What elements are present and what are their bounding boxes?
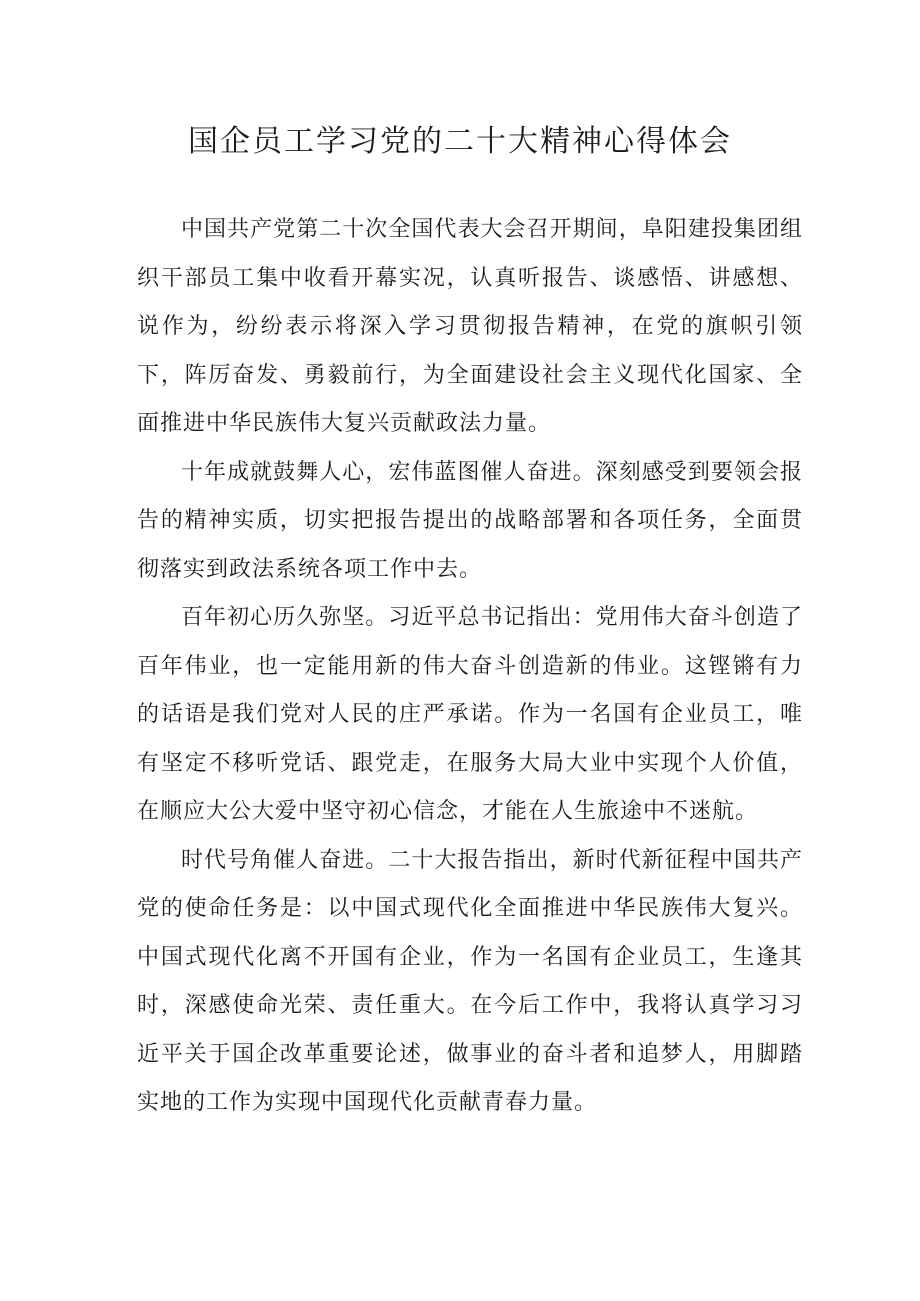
paragraph-2: 十年成就鼓舞人心，宏伟蓝图催人奋进。深刻感受到要领会报告的精神实质，切实把报告提出的战略部署和各项任务，全面贯彻落实到政法系统各项工作中去。 <box>137 459 803 582</box>
document-title: 国企员工学习党的二十大精神心得体会 <box>188 124 732 159</box>
paragraph-4: 时代号角催人奋进。二十大报告指出，新时代新征程中国共产党的使命任务是：以中国式现代化全面推进中华民族伟大复兴。中国式现代化离不开国有企业，作为一名国有企业员工，生逢其时，深感使命光荣、责任重大。在今后工作中，我将认真学习习近平关于国企改革重要论述，做事业的奋斗者和追梦人，用脚踏实地的工作为实现中国现代化贡献青春力量。 <box>137 847 803 1115</box>
paragraph-3: 百年初心历久弥坚。习近平总书记指出：党用伟大奋斗创造了百年伟业，也一定能用新的伟大奋斗创造新的伟业。这铿锵有力的话语是我们党对人民的庄严承诺。作为一名国有企业员工，唯有坚定不移听党话、跟党走，在服务大局大业中实现个人价值，在顺应大公大爱中坚守初心信念，才能在人生旅途中不迷航。 <box>137 605 803 824</box>
document-body <box>137 206 803 1128</box>
paragraph-1: 中国共产党第二十次全国代表大会召开期间，阜阳建投集团组织干部员工集中收看开幕实况，认真听报告、谈感悟、讲感想、说作为，纷纷表示将深入学习贯彻报告精神，在党的旗帜引领下，阵厉奋发、勇毅前行，为全面建设社会主义现代化国家、全面推进中华民族伟大复兴贡献政法力量。 <box>137 217 803 436</box>
